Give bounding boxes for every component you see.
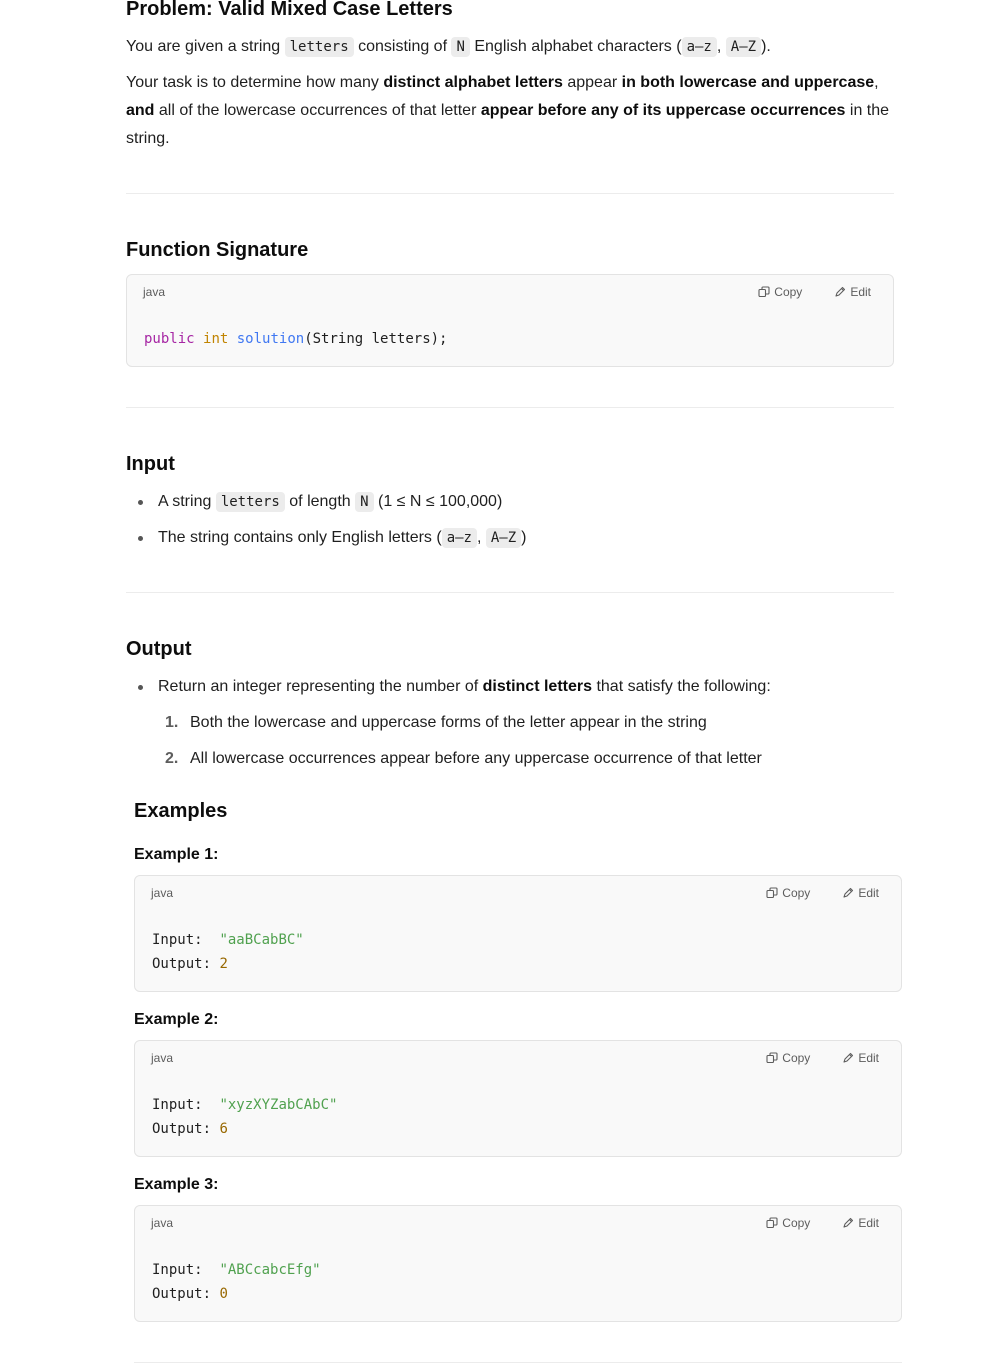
input-heading: Input (126, 453, 175, 475)
example-code: Input: "ABCcabcEfg" Output: 0 (152, 1262, 321, 1302)
inline-code-lower-range: a–z (682, 37, 717, 57)
signature-code: public int solution(String letters); (144, 331, 448, 347)
example-title: Example 1: (134, 846, 219, 863)
example-title: Example 2: (134, 1011, 219, 1028)
edit-button[interactable]: Edit (834, 285, 871, 299)
divider (126, 592, 894, 593)
output-list (126, 669, 894, 705)
copy-icon (766, 887, 778, 899)
edit-icon (842, 887, 854, 899)
example-title: Example 3: (134, 1176, 219, 1193)
output-conditions (126, 705, 894, 777)
copy-icon (766, 1052, 778, 1064)
inline-code-upper-range: A–Z (726, 37, 761, 57)
list-item: 1. Both the lowercase and uppercase forms of the letter appear in the string (165, 714, 707, 731)
divider (126, 407, 894, 408)
inline-code-upper-range: A–Z (486, 528, 521, 548)
list-item: The string contains only English letters ( a–z , A–Z ) (126, 520, 894, 556)
page-title: Problem: Valid Mixed Case Letters (126, 0, 453, 20)
copy-button[interactable]: Copy (766, 1216, 810, 1230)
example-code-block (134, 875, 902, 992)
examples-heading: Examples (134, 800, 228, 822)
example-code-block (134, 1040, 902, 1157)
divider (126, 193, 894, 194)
copy-icon (766, 1217, 778, 1229)
code-language-label: java (151, 886, 174, 900)
output-heading: Output (126, 638, 192, 660)
inline-code-letters: letters (285, 37, 354, 57)
intro-paragraph-2: Your task is to determine how many distinct alphabet letters appear in both lowercase and uppercase, and all of the lowercase occurrences of that letter appear before any of its uppercase occurrences in the string. (126, 74, 890, 147)
list-item: 2. All lowercase occurrences appear before any uppercase occurrence of that letter (165, 750, 762, 767)
copy-button[interactable]: Copy (758, 285, 802, 299)
edit-button[interactable]: Edit (842, 886, 879, 900)
intro-paragraph-1: You are given a string letters consisting of N English alphabet characters ( a–z , A–Z ). (126, 38, 771, 55)
edit-button[interactable]: Edit (842, 1051, 879, 1065)
example-code: Input: "xyzXYZabCAbC" Output: 6 (152, 1097, 338, 1137)
inline-code-n: N (451, 37, 469, 57)
code-language-label: java (151, 1051, 174, 1065)
input-list (126, 484, 894, 556)
inline-code-letters: letters (216, 492, 285, 512)
edit-button[interactable]: Edit (842, 1216, 879, 1230)
inline-code-lower-range: a–z (442, 528, 477, 548)
divider (134, 1362, 902, 1363)
list-item: A string letters of length N (1 ≤ N ≤ 100,000) (126, 484, 894, 520)
signature-code-block (126, 274, 894, 367)
signature-heading: Function Signature (126, 239, 309, 261)
copy-button[interactable]: Copy (766, 886, 810, 900)
inline-code-n: N (355, 492, 373, 512)
example-code: Input: "aaBCabBC" Output: 2 (152, 932, 304, 972)
edit-icon (842, 1217, 854, 1229)
list-item: Return an integer representing the number of distinct letters that satisfy the following: (126, 669, 894, 705)
code-language-label: java (151, 1216, 174, 1230)
example-code-block (134, 1205, 902, 1322)
code-language-label: java (143, 285, 166, 299)
edit-icon (842, 1052, 854, 1064)
copy-button[interactable]: Copy (766, 1051, 810, 1065)
copy-icon (758, 286, 770, 298)
edit-icon (834, 286, 846, 298)
